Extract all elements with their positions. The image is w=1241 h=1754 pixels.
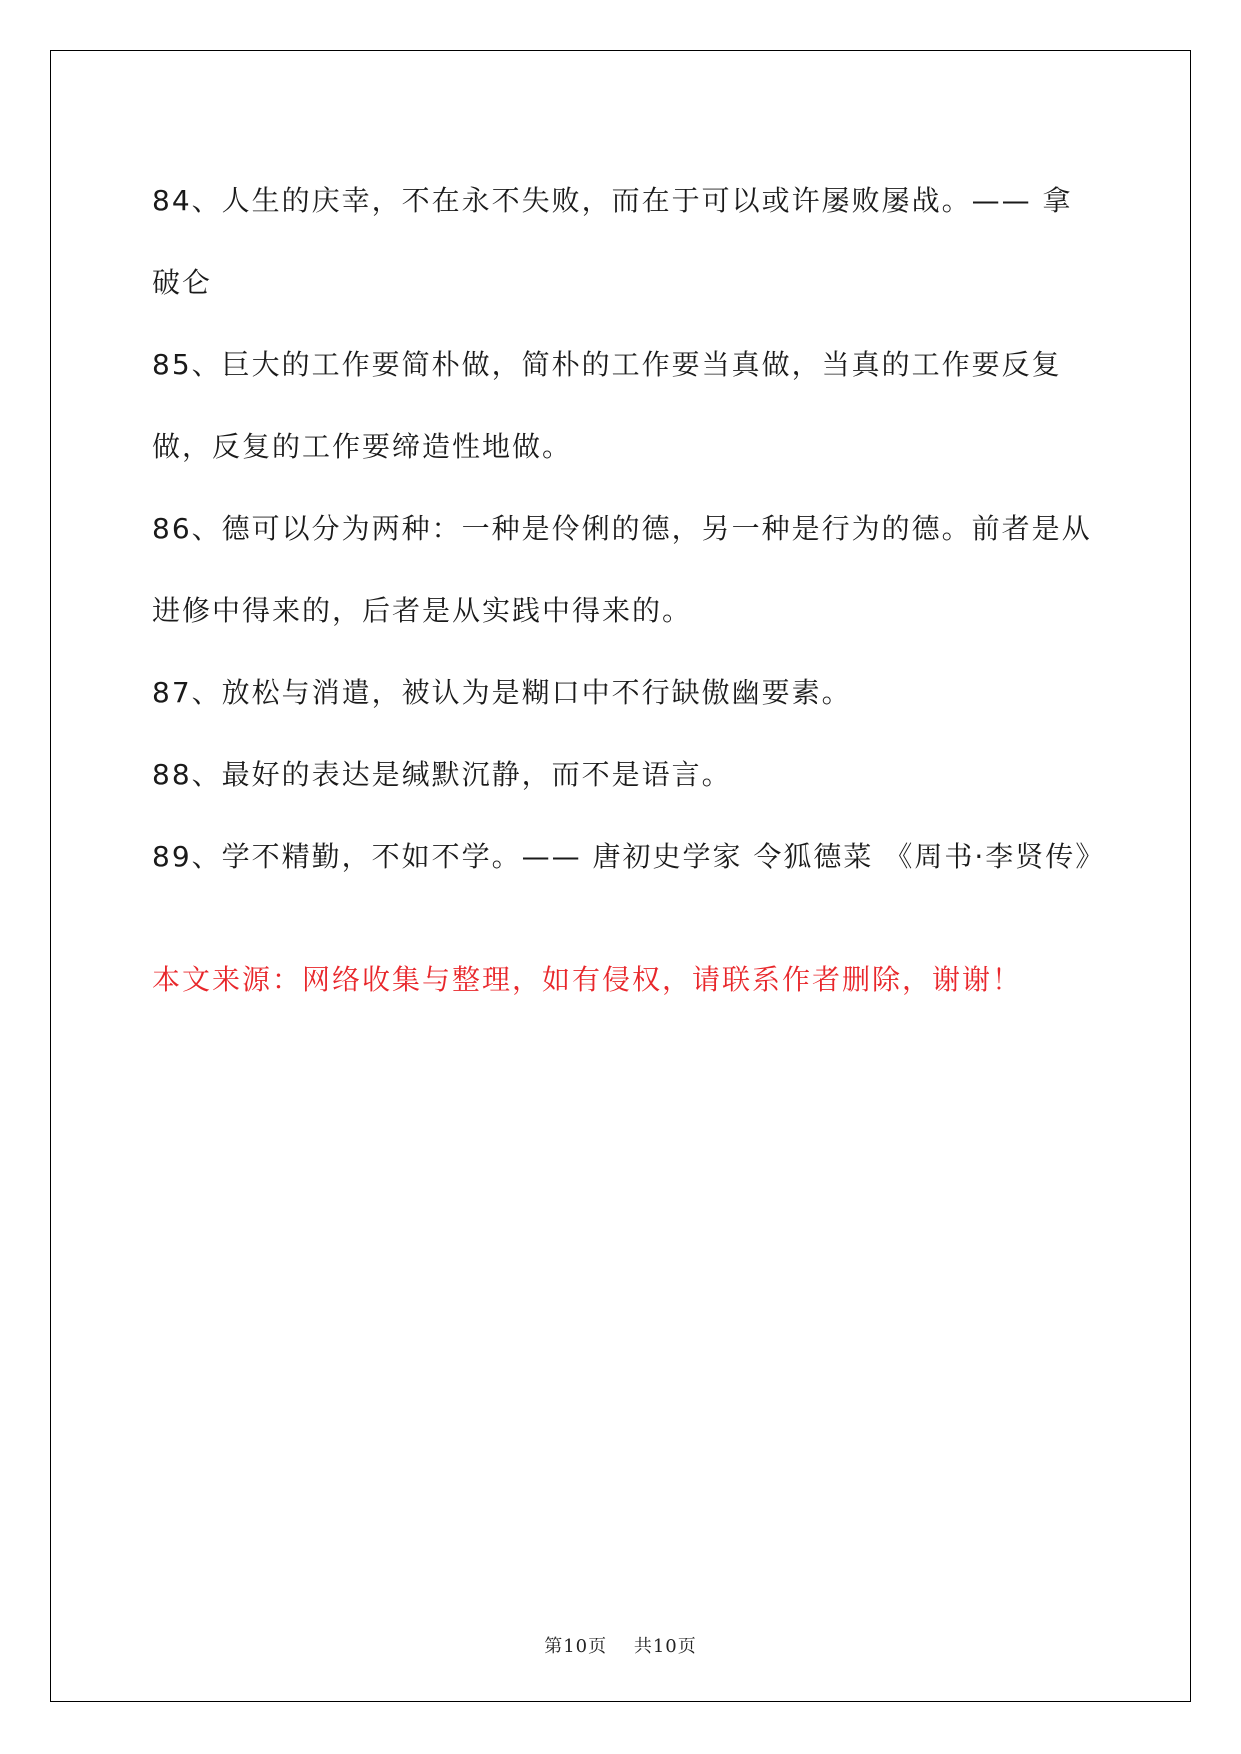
paragraph-84: 84、人生的庆幸，不在永不失败，而在于可以或许屡败屡战。—— 拿破仑 — [152, 184, 1073, 299]
page-footer — [0, 1632, 1241, 1658]
page-number-total: 共10页 — [633, 1636, 697, 1657]
paragraph-88: 88、最好的表达是缄默沉静，而不是语言。 — [152, 758, 732, 791]
paragraph-87: 87、放松与消遣，被认为是糊口中不行缺傲幽要素。 — [152, 676, 852, 709]
paragraph-85: 85、巨大的工作要简朴做，简朴的工作要当真做，当真的工作要反复做，反复的工作要缔造性地做。 — [152, 348, 1062, 463]
page-number-current: 第10页 — [544, 1636, 608, 1657]
source-note: 本文来源：网络收集与整理，如有侵权，请联系作者删除，谢谢！ — [152, 963, 1023, 996]
document-body — [152, 160, 1106, 1010]
paragraph-89: 89、学不精勤，不如不学。—— 唐初史学家 令狐德菜 《周书·李贤传》 — [152, 840, 1106, 873]
paragraph-86: 86、德可以分为两种：一种是伶俐的德，另一种是行为的德。前者是从进修中得来的，后者是从实践中得来的。 — [152, 512, 1092, 627]
